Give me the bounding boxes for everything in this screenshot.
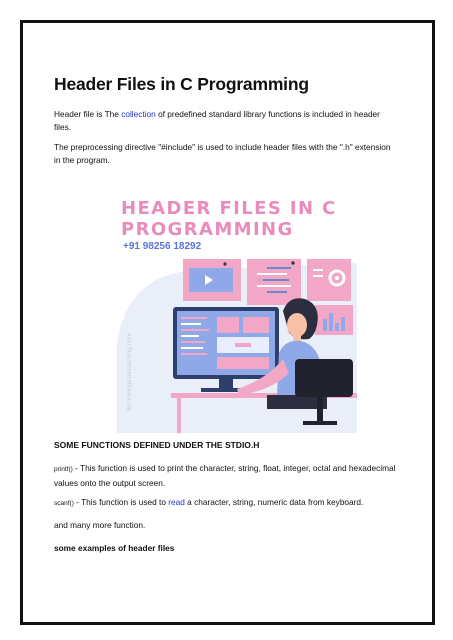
section-heading: SOME FUNCTIONS DEFINED UNDER THE STDIO.H bbox=[54, 440, 260, 450]
illustration-watermark: technologicalcoaching.com bbox=[126, 332, 133, 411]
chart-panel bbox=[315, 305, 353, 335]
illustration-phone: +91 98256 18292 bbox=[123, 241, 202, 252]
printf-name: printf() bbox=[54, 466, 73, 473]
illustration-heading-line1: HEADER FILES IN C bbox=[121, 198, 337, 219]
gear-panel bbox=[307, 259, 351, 301]
scanf-description bbox=[54, 496, 404, 511]
page-title: Header Files in C Programming bbox=[54, 74, 309, 94]
intro-text-before: Header file is The bbox=[54, 109, 122, 119]
intro-paragraph bbox=[54, 108, 399, 133]
code-panel bbox=[247, 259, 301, 305]
scanf-desc-before: - This function is used to bbox=[73, 497, 169, 507]
read-link[interactable]: read bbox=[168, 497, 185, 507]
printf-desc: - This function is used to print the character, string, float, integer, octal and hexadecimal values onto the output screen. bbox=[54, 463, 396, 488]
printf-description bbox=[54, 462, 404, 489]
scanf-desc-after: a character, string, numeric data from keyboard. bbox=[184, 497, 364, 507]
examples-heading: some examples of header files bbox=[54, 543, 175, 553]
illustration-heading-line2: PROGRAMMING bbox=[121, 219, 294, 240]
header-files-illustration bbox=[117, 183, 357, 433]
intro-text-after: of predefined standard library functions is included in header files. bbox=[54, 109, 380, 132]
collection-link[interactable]: collection bbox=[121, 109, 156, 119]
video-panel bbox=[183, 259, 241, 301]
preprocessor-paragraph: The preprocessing directive "#include" is used to include header files with the ".h" extension in the program. bbox=[54, 142, 391, 165]
more-functions-text: and many more function. bbox=[54, 520, 146, 530]
scanf-name: scanf() bbox=[54, 500, 74, 507]
